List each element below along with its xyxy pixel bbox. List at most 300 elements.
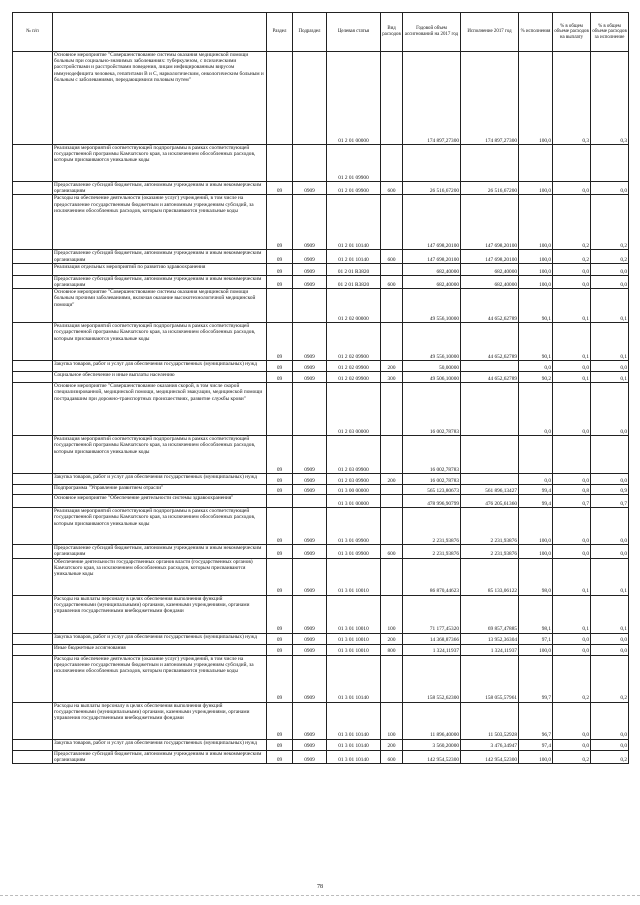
exptype-cell: 300 xyxy=(381,372,403,383)
exptype-cell xyxy=(381,195,403,250)
share-exec-cell: 0,7 xyxy=(591,495,629,508)
share-exec-cell: 0,0 xyxy=(591,644,629,655)
target-cell: 01 2 03 00000 xyxy=(327,383,381,436)
header-share-total: % в общем объеме расходов на выплату xyxy=(553,13,591,52)
exec-cell: 44 652,62789 xyxy=(461,323,519,361)
target-cell: 01 3 01 10010 xyxy=(327,633,381,644)
description-cell: Расходы на обеспечение деятельности (оказание услуг) учреждений, в том числе на предоставление государственным бюджетным и автономным учреждениям субсидий, за исключением обособленных расходов, которым присваиваются уникальные коды xyxy=(53,195,267,250)
table-row xyxy=(13,195,629,250)
share-total-cell: 0,0 xyxy=(553,545,591,558)
exec-cell: 561 896,13427 xyxy=(461,485,519,495)
plan-cell: 158 552,62300 xyxy=(403,655,461,702)
plan-cell xyxy=(403,145,461,182)
subsection-cell: 0909 xyxy=(293,323,327,361)
pct-cell: 100,0 xyxy=(519,750,553,763)
exec-cell: 44 652,62789 xyxy=(461,372,519,383)
plan-cell: 50,00000 xyxy=(403,361,461,372)
num-cell xyxy=(13,739,53,750)
target-cell: 01 3 01 10010 xyxy=(327,595,381,633)
share-exec-cell: 0,0 xyxy=(591,361,629,372)
exec-cell xyxy=(461,383,519,436)
pct-cell: 98,0 xyxy=(519,558,553,595)
subsection-cell: 0909 xyxy=(293,485,327,495)
section-cell: 09 xyxy=(267,558,293,595)
exec-cell: 682,40000 xyxy=(461,275,519,288)
share-exec-cell: 0,2 xyxy=(591,655,629,702)
exec-cell: 142 954,52300 xyxy=(461,750,519,763)
section-cell: 09 xyxy=(267,655,293,702)
plan-cell: 71 177,45320 xyxy=(403,595,461,633)
target-cell: 01 2 01 09900 xyxy=(327,182,381,195)
num-cell xyxy=(13,361,53,372)
share-exec-cell: 0,9 xyxy=(591,485,629,495)
plan-cell: 142 954,52300 xyxy=(403,750,461,763)
exptype-cell: 600 xyxy=(381,275,403,288)
share-total-cell: 0,1 xyxy=(553,323,591,361)
exec-cell: 2 231,93876 xyxy=(461,508,519,545)
exptype-cell: 100 xyxy=(381,595,403,633)
share-exec-cell: 0,0 xyxy=(591,275,629,288)
share-exec-cell: 0,2 xyxy=(591,750,629,763)
subsection-cell: 0909 xyxy=(293,558,327,595)
subsection-cell xyxy=(293,145,327,182)
table-row xyxy=(13,595,629,633)
table-row xyxy=(13,633,629,644)
share-total-cell: 0,0 xyxy=(553,263,591,275)
pct-cell: 98,1 xyxy=(519,595,553,633)
exptype-cell xyxy=(381,145,403,182)
section-cell: 09 xyxy=(267,750,293,763)
table-row xyxy=(13,545,629,558)
section-cell: 09 xyxy=(267,361,293,372)
pct-cell: 100,0 xyxy=(519,275,553,288)
section-cell: 09 xyxy=(267,195,293,250)
exec-cell: 682,40000 xyxy=(461,263,519,275)
table-row xyxy=(13,250,629,263)
num-cell xyxy=(13,372,53,383)
subsection-cell: 0909 xyxy=(293,633,327,644)
num-cell xyxy=(13,633,53,644)
subsection-cell xyxy=(293,495,327,508)
exptype-cell xyxy=(381,52,403,145)
description-cell: Предоставление субсидий бюджетным, автономным учреждениям и иным некоммерческим организациям xyxy=(53,250,267,263)
num-cell xyxy=(13,182,53,195)
exptype-cell: 600 xyxy=(381,750,403,763)
pct-cell: 100,0 xyxy=(519,508,553,545)
exptype-cell xyxy=(381,263,403,275)
plan-cell: 14 368,87366 xyxy=(403,633,461,644)
target-cell: 01 2 01 R3820 xyxy=(327,275,381,288)
share-exec-cell: 0,2 xyxy=(591,250,629,263)
header-share-exec: % в общем объеме расходов за исполнение xyxy=(591,13,629,52)
pct-cell: 99,4 xyxy=(519,495,553,508)
share-total-cell: 0,0 xyxy=(553,275,591,288)
description-cell: Предоставление субсидий бюджетным, автономным учреждениям и иным некоммерческим организациям xyxy=(53,545,267,558)
pct-cell xyxy=(519,436,553,474)
exec-cell xyxy=(461,145,519,182)
table-row xyxy=(13,495,629,508)
share-total-cell: 0,0 xyxy=(553,633,591,644)
description-cell: Социальное обеспечение и иные выплаты населению xyxy=(53,372,267,383)
section-cell: 09 xyxy=(267,182,293,195)
target-cell: 01 3 00 00000 xyxy=(327,485,381,495)
target-cell: 01 2 01 00000 xyxy=(327,52,381,145)
pct-cell: 100,0 xyxy=(519,263,553,275)
section-cell: 09 xyxy=(267,739,293,750)
exec-cell: 44 652,62789 xyxy=(461,289,519,323)
description-cell: Реализация отдельных мероприятий по развитию здравоохранения xyxy=(53,263,267,275)
share-exec-cell: 0,1 xyxy=(591,323,629,361)
exptype-cell: 200 xyxy=(381,633,403,644)
share-total-cell: 0,1 xyxy=(553,595,591,633)
num-cell xyxy=(13,508,53,545)
exptype-cell xyxy=(381,323,403,361)
share-total-cell: 0,0 xyxy=(553,474,591,485)
exec-cell: 476 205,61360 xyxy=(461,495,519,508)
share-total-cell: 0,0 xyxy=(553,702,591,739)
pct-cell: 100,0 xyxy=(519,250,553,263)
table-row xyxy=(13,361,629,372)
section-cell: 09 xyxy=(267,545,293,558)
share-total-cell: 0,0 xyxy=(553,383,591,436)
exec-cell: 147 698,20100 xyxy=(461,195,519,250)
num-cell xyxy=(13,195,53,250)
share-exec-cell: 0,1 xyxy=(591,372,629,383)
share-total-cell: 0,2 xyxy=(553,750,591,763)
header-plan: Годовой объем ассигнований на 2017 год xyxy=(403,13,461,52)
num-cell xyxy=(13,702,53,739)
num-cell xyxy=(13,644,53,655)
table-row xyxy=(13,655,629,702)
table-row xyxy=(13,474,629,485)
section-cell: 09 xyxy=(267,633,293,644)
target-cell: 01 2 01 09900 xyxy=(327,145,381,182)
table-row xyxy=(13,485,629,495)
plan-cell: 2 231,93876 xyxy=(403,545,461,558)
target-cell: 01 3 01 09900 xyxy=(327,545,381,558)
description-cell: Подпрограмма "Управление развитием отрасли" xyxy=(53,485,267,495)
exec-cell: 147 698,20100 xyxy=(461,250,519,263)
table-row xyxy=(13,644,629,655)
target-cell: 01 2 02 09900 xyxy=(327,361,381,372)
exptype-cell xyxy=(381,436,403,474)
num-cell xyxy=(13,750,53,763)
exec-cell: 69 857,47885 xyxy=(461,595,519,633)
share-exec-cell: 0,1 xyxy=(591,558,629,595)
subsection-cell: 0909 xyxy=(293,372,327,383)
description-cell: Основное мероприятие "Обеспечение деятельности системы здравоохранения" xyxy=(53,495,267,508)
share-exec-cell: 0,0 xyxy=(591,182,629,195)
header-target: Целевая статья xyxy=(327,13,381,52)
subsection-cell: 0909 xyxy=(293,644,327,655)
table-row xyxy=(13,508,629,545)
header-pct: % исполнения xyxy=(519,13,553,52)
exptype-cell: 200 xyxy=(381,474,403,485)
target-cell: 01 3 01 00000 xyxy=(327,495,381,508)
table-row xyxy=(13,372,629,383)
description-cell: Иные бюджетные ассигнования xyxy=(53,644,267,655)
num-cell xyxy=(13,655,53,702)
plan-cell: 3 560,20000 xyxy=(403,739,461,750)
table-row xyxy=(13,145,629,182)
num-cell xyxy=(13,275,53,288)
pct-cell: 97,4 xyxy=(519,739,553,750)
share-exec-cell xyxy=(591,436,629,474)
share-total-cell: 0,1 xyxy=(553,372,591,383)
description-cell: Основное мероприятие "Совершенствование оказания скорой, в том числе скорой специализированной, медицинской помощи, медицинской эвакуации, медицинской помощи пострадавшим при дорожно-транспортных происшествиях, развитие службы крови" xyxy=(53,383,267,436)
pct-cell: 100,0 xyxy=(519,545,553,558)
header-section: Раздел xyxy=(267,13,293,52)
table-row xyxy=(13,383,629,436)
section-cell: 09 xyxy=(267,436,293,474)
share-exec-cell: 0,0 xyxy=(591,474,629,485)
description-cell: Расходы на выплаты персоналу в целях обеспечения выполнения функций государственными (муниципальными) органами, казенными учреждениями, органами управления государственными внебюджетными фондами xyxy=(53,595,267,633)
pct-cell: 90,1 xyxy=(519,289,553,323)
exec-cell: 2 231,93876 xyxy=(461,545,519,558)
target-cell: 01 3 01 09900 xyxy=(327,508,381,545)
share-total-cell: 0,2 xyxy=(553,250,591,263)
exec-cell: 85 133,06122 xyxy=(461,558,519,595)
share-total-cell: 0,7 xyxy=(553,495,591,508)
target-cell: 01 2 01 10140 xyxy=(327,250,381,263)
exec-cell: 13 952,36304 xyxy=(461,633,519,644)
section-cell: 09 xyxy=(267,485,293,495)
target-cell: 01 3 01 10140 xyxy=(327,750,381,763)
description-cell: Реализация мероприятий соответствующей подпрограммы в рамках соответствующей государственной программы Камчатского края, за исключением обособленных расходов, которым присваиваются уникальные коды xyxy=(53,508,267,545)
exptype-cell: 800 xyxy=(381,644,403,655)
target-cell: 01 2 02 09900 xyxy=(327,323,381,361)
num-cell xyxy=(13,52,53,145)
section-cell: 09 xyxy=(267,508,293,545)
plan-cell: 1 324,11937 xyxy=(403,644,461,655)
scan-edge xyxy=(0,895,640,896)
num-cell xyxy=(13,545,53,558)
description-cell: Расходы на обеспечение деятельности (оказание услуг) учреждений, в том числе на предоставление государственным бюджетным и автономным учреждениям субсидий, за исключением обособленных расходов, которым присваиваются уникальные коды xyxy=(53,655,267,702)
table-row xyxy=(13,436,629,474)
subsection-cell: 0909 xyxy=(293,508,327,545)
share-total-cell: 0,0 xyxy=(553,182,591,195)
share-total-cell xyxy=(553,436,591,474)
section-cell: 09 xyxy=(267,250,293,263)
table-row xyxy=(13,323,629,361)
num-cell xyxy=(13,263,53,275)
share-exec-cell: 0,0 xyxy=(591,739,629,750)
plan-cell: 682,40000 xyxy=(403,263,461,275)
pct-cell: 96,7 xyxy=(519,702,553,739)
target-cell: 01 3 01 10010 xyxy=(327,558,381,595)
exptype-cell: 200 xyxy=(381,739,403,750)
num-cell xyxy=(13,250,53,263)
subsection-cell: 0909 xyxy=(293,739,327,750)
exec-cell xyxy=(461,474,519,485)
subsection-cell: 0909 xyxy=(293,545,327,558)
header-num: № п/п xyxy=(13,13,53,52)
pct-cell: 99,7 xyxy=(519,655,553,702)
share-exec-cell: 0,1 xyxy=(591,289,629,323)
table-body xyxy=(13,52,629,764)
share-exec-cell: 0,0 xyxy=(591,702,629,739)
section-cell xyxy=(267,495,293,508)
target-cell: 01 3 01 10010 xyxy=(327,644,381,655)
section-cell: 09 xyxy=(267,644,293,655)
share-total-cell: 0,3 xyxy=(553,52,591,145)
subsection-cell: 0909 xyxy=(293,474,327,485)
num-cell xyxy=(13,323,53,361)
subsection-cell: 0909 xyxy=(293,250,327,263)
table-row xyxy=(13,739,629,750)
share-exec-cell: 0,3 xyxy=(591,52,629,145)
plan-cell: 86 870,44623 xyxy=(403,558,461,595)
header-exec: Исполнение 2017 год xyxy=(461,13,519,52)
section-cell: 09 xyxy=(267,702,293,739)
exptype-cell: 600 xyxy=(381,250,403,263)
plan-cell: 2 231,93876 xyxy=(403,508,461,545)
header-description xyxy=(53,13,267,52)
table-row xyxy=(13,702,629,739)
table-row xyxy=(13,263,629,275)
plan-cell: 16 002,78783 xyxy=(403,383,461,436)
exptype-cell xyxy=(381,485,403,495)
target-cell: 01 3 01 10140 xyxy=(327,739,381,750)
share-total-cell: 0,1 xyxy=(553,289,591,323)
plan-cell: 16 002,78783 xyxy=(403,436,461,474)
description-cell: Предоставление субсидий бюджетным, автономным учреждениям и иным некоммерческим организациям xyxy=(53,275,267,288)
pct-cell xyxy=(519,145,553,182)
num-cell xyxy=(13,495,53,508)
subsection-cell: 0909 xyxy=(293,655,327,702)
section-cell xyxy=(267,145,293,182)
plan-cell: 49 556,10000 xyxy=(403,289,461,323)
share-total-cell: 0,0 xyxy=(553,644,591,655)
subsection-cell: 0909 xyxy=(293,275,327,288)
target-cell: 01 2 03 09900 xyxy=(327,436,381,474)
exec-cell: 174 897,27300 xyxy=(461,52,519,145)
exec-cell: 11 503,52928 xyxy=(461,702,519,739)
description-cell: Предоставление субсидий бюджетным, автономным учреждениям и иным некоммерческим организациям xyxy=(53,750,267,763)
plan-cell: 478 996,90799 xyxy=(403,495,461,508)
subsection-cell: 0909 xyxy=(293,361,327,372)
header-exptype: Вид расходов xyxy=(381,13,403,52)
subsection-cell: 0909 xyxy=(293,595,327,633)
description-cell: Закупка товаров, работ и услуг для обеспечения государственных (муниципальных) нужд xyxy=(53,633,267,644)
subsection-cell xyxy=(293,52,327,145)
description-cell: Обеспечение деятельности государственных органов власти (государственных органов) Камчатского края, за исключением обособленных расходов, которым присваиваются уникальные коды xyxy=(53,558,267,595)
plan-cell: 147 698,20100 xyxy=(403,195,461,250)
description-cell: Реализация мероприятий соответствующей подпрограммы в рамках соответствующей государственной программы Камчатского края, за исключением обособленных расходов, которым присваиваются уникальные коды xyxy=(53,436,267,474)
subsection-cell xyxy=(293,289,327,323)
exptype-cell xyxy=(381,558,403,595)
description-cell: Закупка товаров, работ и услуг для обеспечения государственных (муниципальных) нужд xyxy=(53,739,267,750)
share-total-cell: 0,8 xyxy=(553,485,591,495)
pct-cell: 0,0 xyxy=(519,383,553,436)
exptype-cell xyxy=(381,383,403,436)
num-cell xyxy=(13,436,53,474)
section-cell: 09 xyxy=(267,275,293,288)
share-exec-cell xyxy=(591,145,629,182)
description-cell: Основное мероприятие "Совершенствование системы оказания медицинской помощи больным прочими заболеваниями, включая оказание высокотехнологичной медицинской помощи" xyxy=(53,289,267,323)
exptype-cell xyxy=(381,508,403,545)
pct-cell: 99,4 xyxy=(519,485,553,495)
description-cell: Расходы на выплаты персоналу в целях обеспечения выполнения функций государственными (муниципальными) органами, казенными учреждениями, органами управления государственными внебюджетными фондами xyxy=(53,702,267,739)
subsection-cell xyxy=(293,383,327,436)
section-cell: 09 xyxy=(267,263,293,275)
num-cell xyxy=(13,474,53,485)
table-row xyxy=(13,52,629,145)
plan-cell: 16 002,78783 xyxy=(403,474,461,485)
pct-cell: 90,2 xyxy=(519,372,553,383)
share-exec-cell: 0,0 xyxy=(591,633,629,644)
share-exec-cell: 0,0 xyxy=(591,383,629,436)
num-cell xyxy=(13,145,53,182)
exptype-cell xyxy=(381,495,403,508)
exec-cell: 158 055,57961 xyxy=(461,655,519,702)
share-exec-cell: 0,0 xyxy=(591,508,629,545)
section-cell xyxy=(267,383,293,436)
pct-cell: 0,0 xyxy=(519,474,553,485)
share-exec-cell: 0,2 xyxy=(591,195,629,250)
target-cell: 01 2 02 00000 xyxy=(327,289,381,323)
plan-cell: 49 556,10000 xyxy=(403,323,461,361)
share-exec-cell: 0,1 xyxy=(591,595,629,633)
target-cell: 01 3 01 10140 xyxy=(327,702,381,739)
exec-cell: 3 476,34947 xyxy=(461,739,519,750)
target-cell: 01 2 03 09900 xyxy=(327,474,381,485)
exec-cell: 1 324,11937 xyxy=(461,644,519,655)
exptype-cell: 100 xyxy=(381,702,403,739)
subsection-cell: 0909 xyxy=(293,182,327,195)
plan-cell: 11 896,40000 xyxy=(403,702,461,739)
plan-cell: 26 516,67200 xyxy=(403,182,461,195)
num-cell xyxy=(13,485,53,495)
exptype-cell: 600 xyxy=(381,182,403,195)
section-cell xyxy=(267,289,293,323)
pct-cell: 100,0 xyxy=(519,182,553,195)
table-row xyxy=(13,182,629,195)
target-cell: 01 2 02 09900 xyxy=(327,372,381,383)
budget-table xyxy=(12,12,629,764)
description-cell: Закупка товаров, работ и услуг для обеспечения государственных (муниципальных) нужд xyxy=(53,474,267,485)
exptype-cell: 200 xyxy=(381,361,403,372)
share-total-cell: 0,0 xyxy=(553,361,591,372)
description-cell: Закупка товаров, работ и услуг для обеспечения государственных (муниципальных) нужд xyxy=(53,361,267,372)
plan-cell: 174 897,27300 xyxy=(403,52,461,145)
section-cell: 09 xyxy=(267,595,293,633)
plan-cell: 682,40000 xyxy=(403,275,461,288)
share-total-cell: 0,2 xyxy=(553,655,591,702)
exec-cell xyxy=(461,436,519,474)
page-number: 78 xyxy=(317,884,323,890)
num-cell xyxy=(13,595,53,633)
table-row xyxy=(13,750,629,763)
table-row xyxy=(13,558,629,595)
pct-cell: 90,1 xyxy=(519,323,553,361)
num-cell xyxy=(13,558,53,595)
pct-cell: 0,0 xyxy=(519,361,553,372)
section-cell: 09 xyxy=(267,474,293,485)
plan-cell: 565 123,80673 xyxy=(403,485,461,495)
table-row xyxy=(13,289,629,323)
share-exec-cell: 0,0 xyxy=(591,545,629,558)
subsection-cell: 0909 xyxy=(293,263,327,275)
description-cell: Предоставление субсидий бюджетным, автономным учреждениям и иным некоммерческим организациям xyxy=(53,182,267,195)
table-header xyxy=(13,13,629,52)
share-total-cell: 0,1 xyxy=(553,558,591,595)
subsection-cell: 0909 xyxy=(293,436,327,474)
exec-cell xyxy=(461,361,519,372)
section-cell: 09 xyxy=(267,323,293,361)
plan-cell: 49 506,10000 xyxy=(403,372,461,383)
num-cell xyxy=(13,289,53,323)
